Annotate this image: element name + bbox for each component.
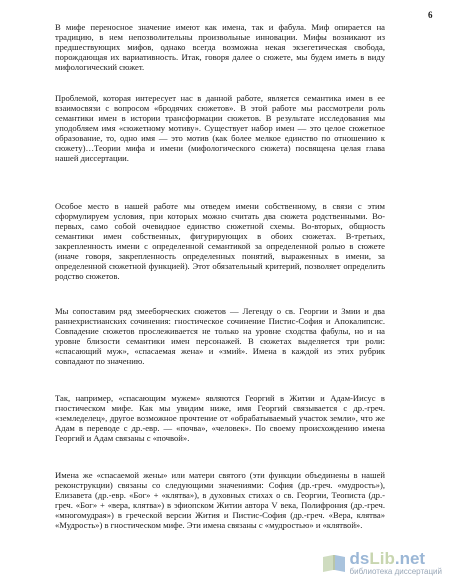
page-number: 6 (428, 10, 433, 20)
watermark-subtitle: библиотека диссертаций (349, 567, 442, 576)
paragraph-2: Проблемой, которая интересует нас в данной работе, является семантика имен в ее взаимосвязи с вопросом «бродячих сюжетов». В этой работе мы рассмотрели роль семантики имен в истории трансформации сюжетов. В результате исследования мы уподобляем имя «сюжетному мотиву». Существует набор имен — это целое сюжетное образование, то, одно имя — это мотив (как более мелкое единство по отношению к сюжету)…Теории мифа и имени (мифологического сюжета) посвящена целая глава нашей диссертации. (55, 93, 385, 163)
watermark-brand: dsLib.net (349, 549, 426, 568)
book-logo-icon (321, 553, 347, 573)
watermark[interactable] (321, 550, 442, 576)
paragraph-1: В мифе переносное значение имеют как имена, так и фабула. Миф опирается на традицию, в нем непозволительны произвольные инновации. Мифы возникают из предшествующих мифов, однако всегда возможна некая экзегетическая свобода, порождающая их вариативность. Итак, говоря далее о сюжете, мы будем иметь в виду мифологический сюжет. (55, 22, 385, 72)
paragraph-4: Мы сопоставим ряд змееборческих сюжетов — Легенду о св. Георгии и Змии и два раннехристианских сочинения: гностическое сочинение Пистис-София и Апокалипсис. Совпадение сюжетов прослеживается не только на уровне сходства фабулы, но и на уровне близости семантики имен персонажей. В сюжетах выделяется три роли: «спасающий муж», «спасаемая жена» и «змий». Имена в каждой из этих рубрик совпадают по значению. (55, 306, 385, 366)
paragraph-3: Особое место в нашей работе мы отведем имени собственному, в связи с этим сформулируем условия, при которых можно считать два сюжета родственными. Во-первых, само собой очевидное единство сюжетной схемы. Во-вторых, общность семантики имен собственных, фигурирующих в обоих сюжетах. В-третьих, закрепленность имени с определенной семантикой за определенной ролью в сюжете (иначе говоря, закрепленность определенных понятий, выраженных в имени, за определенной сюжетной функцией). Этот обязательный критерий, позволяет определить родство сюжетов. (55, 201, 385, 281)
paragraph-6: Имена же «спасаемой жены» или матери святого (эти функции объединены в нашей реконструкции) связаны со следующими значениями: София (др.-греч. «мудрость»), Елизавета (др.-евр. «Бог» + «клятва»), в духовных стихах о св. Георгии, Теописта (др.-греч. «Бог» + «вера, клятва») в эфиопском Житии автора V века, Полифрония (др.-греч. «многомудрая») в греческой версии Жития и Пистис-София (др.-греч. «Вера, клятва» «Мудрость») в гностическом мифе. Эти имена связаны с «мудростью» и «клятвой». (55, 470, 385, 530)
paragraph-5: Так, например, «спасающим мужем» являются Георгий в Житии и Адам-Иисус в гностическом мифе. Как мы увидим ниже, имя Георгий связывается с др.-греч. «земледелец», другое возможное прочтение от «обрабатываемый участок земли», что же Адам в переводе с др.-евр. — «почва», «человек». По своему происхождению имена Георгий и Адам связаны с «почвой». (55, 393, 385, 443)
